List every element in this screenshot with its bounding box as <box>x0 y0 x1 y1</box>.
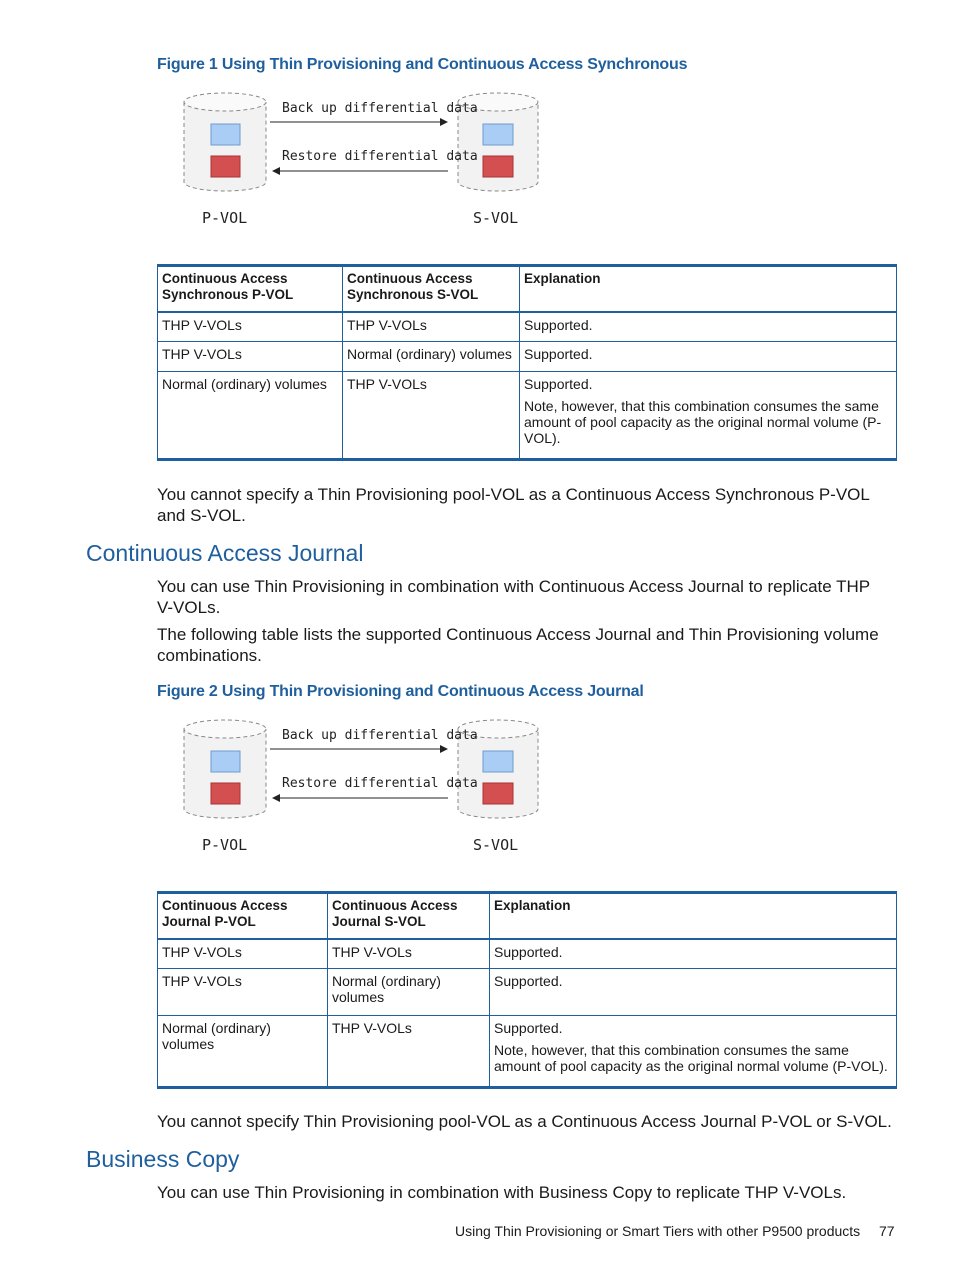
page-number: 77 <box>879 1223 895 1239</box>
s-vol-label: S-VOL <box>473 209 519 227</box>
column-header: Explanation <box>520 266 897 312</box>
paragraph-journal-restriction: You cannot specify Thin Provisioning pool-VOL as a Continuous Access Journal P-VOL or S-VOL. <box>157 1112 892 1131</box>
table-journal-combinations <box>157 891 897 1089</box>
backup-arrowhead-icon <box>440 745 448 753</box>
column-header: Continuous Access Synchronous S-VOL <box>343 266 520 312</box>
table-row <box>158 342 897 372</box>
table-sync-combinations <box>157 264 897 461</box>
restore-arrowhead-icon <box>272 167 280 175</box>
table-cell: Normal (ordinary) volumes <box>158 372 343 460</box>
s-vol-blue-block <box>483 124 513 145</box>
column-header: Continuous Access Journal S-VOL <box>328 893 490 939</box>
section-heading-journal: Continuous Access Journal <box>86 540 364 566</box>
backup-label: Back up differential data <box>282 728 478 743</box>
p-vol-label: P-VOL <box>202 836 248 854</box>
backup-arrowhead-icon <box>440 118 448 126</box>
footer-text: Using Thin Provisioning or Smart Tiers with other P9500 products <box>455 1223 861 1239</box>
table-cell: Normal (ordinary) volumes <box>158 1016 328 1088</box>
table-cell: THP V-VOLs <box>328 939 490 969</box>
table-row <box>158 372 897 460</box>
column-header: Explanation <box>490 893 897 939</box>
paragraph-sync-restriction: You cannot specify a Thin Provisioning pool-VOL as a Continuous Access Synchronous P-VOL and S-VOL. <box>157 485 870 525</box>
table-note: Note, however, that this combination consumes the same amount of pool capacity as the original normal volume (P-VOL). <box>494 1042 888 1074</box>
s-vol-red-block <box>483 783 513 804</box>
p-vol-blue-block <box>211 124 240 145</box>
table-cell: THP V-VOLs <box>158 312 343 342</box>
table-row <box>158 939 897 969</box>
p-vol-red-block <box>211 156 240 177</box>
table-row <box>158 969 897 1016</box>
table-row <box>158 312 897 342</box>
table-cell: THP V-VOLs <box>158 939 328 969</box>
table-cell: THP V-VOLs <box>158 969 328 1016</box>
figure-1-diagram <box>150 88 570 238</box>
paragraph-business-copy: You can use Thin Provisioning in combination with Business Copy to replicate THP V-VOLs. <box>157 1183 847 1202</box>
s-vol-red-block <box>483 156 513 177</box>
paragraph-journal-table-intro: The following table lists the supported Continuous Access Journal and Thin Provisioning volume combinations. <box>157 625 879 665</box>
restore-label: Restore differential data <box>282 149 478 164</box>
restore-arrowhead-icon <box>272 794 280 802</box>
table-cell-with-note <box>520 372 897 460</box>
paragraph-journal-intro: You can use Thin Provisioning in combination with Continuous Access Journal to replicate THP V-VOLs. <box>157 577 870 617</box>
table-cell: THP V-VOLs <box>328 1016 490 1088</box>
p-vol-blue-block <box>211 751 240 772</box>
column-header: Continuous Access Synchronous P-VOL <box>158 266 343 312</box>
table-cell-text: Supported. <box>494 1020 563 1036</box>
figure-2-diagram <box>150 715 570 865</box>
restore-label: Restore differential data <box>282 776 478 791</box>
p-vol-cylinder <box>184 93 266 191</box>
figure-2-caption: Figure 2 Using Thin Provisioning and Continuous Access Journal <box>157 683 644 700</box>
table-cell: Supported. <box>490 969 897 1016</box>
table-cell: Supported. <box>520 342 897 372</box>
s-vol-label: S-VOL <box>473 836 519 854</box>
table-cell: Normal (ordinary) volumes <box>328 969 490 1016</box>
table-cell: Supported. <box>520 312 897 342</box>
p-vol-label: P-VOL <box>202 209 248 227</box>
table-cell: THP V-VOLs <box>158 342 343 372</box>
column-header: Continuous Access Journal P-VOL <box>158 893 328 939</box>
table-cell: THP V-VOLs <box>343 312 520 342</box>
figure-1-caption: Figure 1 Using Thin Provisioning and Continuous Access Synchronous <box>157 56 688 73</box>
table-row <box>158 1016 897 1088</box>
table-cell-with-note <box>490 1016 897 1088</box>
table-note: Note, however, that this combination consumes the same amount of pool capacity as the original normal volume (P-VOL). <box>524 398 882 446</box>
section-heading-business-copy: Business Copy <box>86 1146 240 1172</box>
table-cell: Supported. <box>490 939 897 969</box>
p-vol-red-block <box>211 783 240 804</box>
table-cell-text: Supported. <box>524 376 593 392</box>
table-cell: Normal (ordinary) volumes <box>343 342 520 372</box>
p-vol-cylinder <box>184 720 266 818</box>
table-cell: THP V-VOLs <box>343 372 520 460</box>
s-vol-blue-block <box>483 751 513 772</box>
backup-label: Back up differential data <box>282 101 478 116</box>
